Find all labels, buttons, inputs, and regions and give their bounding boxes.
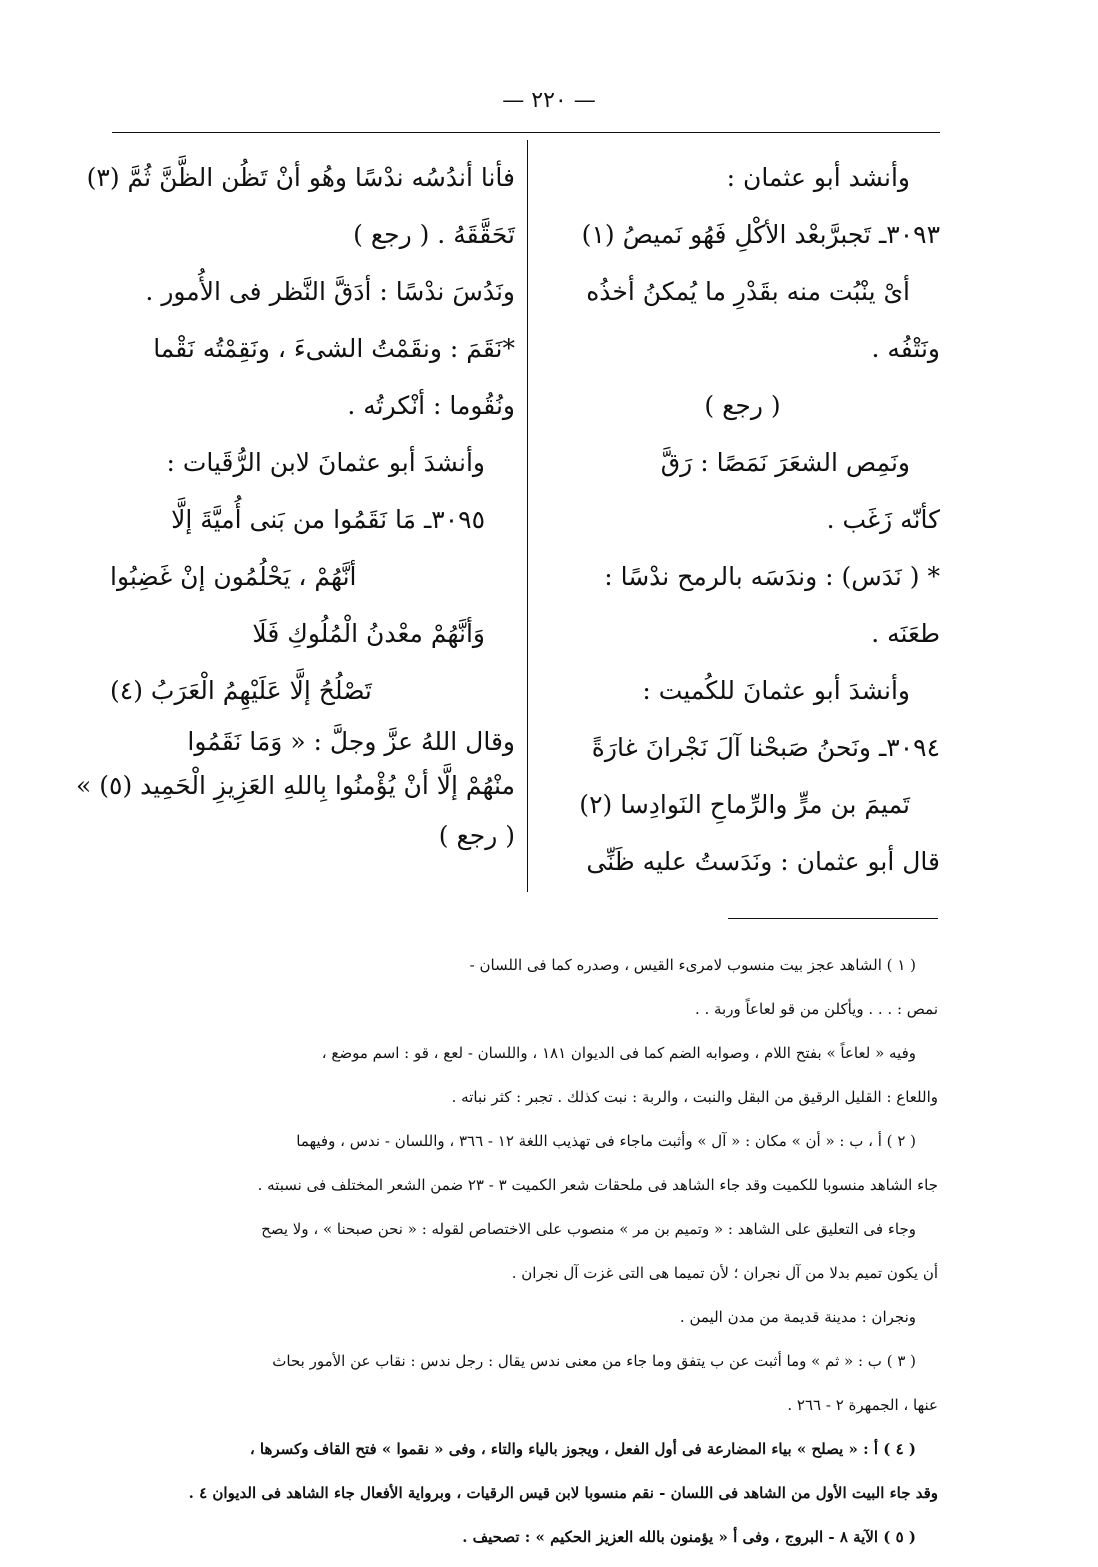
footnote-line: وفيه « لعاعاً » بفتح اللام ، وصوابه الضم كما فى الديوان ١٨١ ، واللسان - لعع ، قو : اسم موضع ، xyxy=(321,1044,916,1063)
text-line: تَميمَ بن مرٍّ والرِّماحِ النَوادِسا (٢) xyxy=(579,790,910,820)
footnote-line: جاء الشاهد منسوبا للكميت وقد جاء الشاهد فى ملحقات شعر الكميت ٣ - ٢٣ ضمن الشعر المختلف فى نسبته . xyxy=(257,1176,938,1195)
text-line: ونَمِص الشعَرَ نَمَصًا : رَقَّ xyxy=(660,448,910,478)
left-column xyxy=(76,150,515,865)
footnote-line: عنها ، الجمهرة ٢ - ٢٦٦ . xyxy=(787,1396,938,1415)
footnote-rule xyxy=(728,918,938,919)
footnote-line: وجاء فى التعليق على الشاهد : « وتميم بن مر » منصوب على الاختصاص لقوله : « نحن صبحنا » ، ولا يصح xyxy=(261,1220,916,1239)
text-line: ( رجع ) xyxy=(438,821,515,851)
text-line: تَحَقَّقَهُ . ( رجع ) xyxy=(353,220,515,250)
footnote-line: واللعاع : القليل الرقيق من البقل والنبت ، والربة : نبت كذلك . تجبر : كثر نباته . xyxy=(451,1088,938,1107)
column-divider xyxy=(527,140,528,892)
footnote-line: ونجران : مدينة قديمة من مدن اليمن . xyxy=(679,1308,916,1327)
footnotes xyxy=(112,936,938,1567)
footnote-line: نمص : . . . ويأكلن من قو لعاعاً وربة . . xyxy=(694,1000,938,1019)
text-line: ونُقُوما : أنْكرتُه . xyxy=(347,391,515,421)
text-line: ٣٠٩٥ـ مَا نَقَمُوا من بَنى أُميَّةَ إلَّا xyxy=(171,505,485,535)
footnote-line: ( ٣ ) ب : « ثم » وما أثبت عن ب يتفق وما جاء من معنى ندس يقال : رجل ندس : نقاب عن الأمور بحاث xyxy=(272,1352,916,1371)
text-line: وَأنَّهُمْ معْدنُ الْمُلُوكِ فَلَا xyxy=(252,619,485,649)
text-line: ونَدُسَ ندْسًا : أدَقَّ النَّظر فى الأُمور . xyxy=(145,277,515,307)
text-line: فأنا أندُسُه ندْسًا وهُو أنْ تَظُن الظَّنَّ ثُمَّ (٣) xyxy=(86,163,515,193)
footnote-line: ( ٤ ) أ : « يصلح » بياء المضارعة فى أول الفعل ، ويجوز بالياء والتاء ، وفى « نقموا » فتح القاف وكسرها ، xyxy=(249,1440,916,1459)
footnote-line: ( ١ ) الشاهد عجز بيت منسوب لامرىء القيس ، وصدره كما فى اللسان - xyxy=(469,956,916,975)
footnote-line: ( ٢ ) أ ، ب : « أن » مكان : « آل » وأثبت ماجاء فى تهذيب اللغة ١٢ - ٣٦٦ ، واللسان - ندس ، وفيهما xyxy=(296,1132,916,1151)
text-line: منْهُمْ إلَّا أنْ يُؤْمنُوا بِاللهِ العَزِيزِ الْحَمِيد (٥) » xyxy=(76,770,515,800)
footnote-line: ( ٥ ) الآية ٨ - البروج ، وفى أ « يؤمنون بالله العزيز الحكيم » : تصحيف . xyxy=(462,1528,916,1547)
text-line: ( رجع ) xyxy=(704,391,781,421)
text-line: وأنشد أبو عثمان : xyxy=(726,163,910,193)
text-line: وقال اللهُ عزَّ وجلَّ : « وَمَا نَقَمُوا xyxy=(187,726,515,756)
text-line: ونَتْفُه . xyxy=(871,334,940,364)
footnote-line: أن يكون تميم بدلا من آل نجران ؛ لأن تميما هى التى غزت آل نجران . xyxy=(511,1264,938,1283)
text-line: ٣٠٩٣ـ تَجبرَّبعْد الأكْلِ فَهُو نَميصُ (١) xyxy=(581,220,940,250)
text-line: ٣٠٩٤ـ ونَحنُ صَبحْنا آلَ نَجْرانَ غارَةً xyxy=(591,733,940,763)
footnote-line: وقد جاء البيت الأول من الشاهد فى اللسان - نقم منسوبا لابن قيس الرقيات ، وبرواية الأفعال جاء الشاهد فى الديوان ٤ . xyxy=(188,1484,938,1503)
text-line: *نَقَمَ : ونقَمْتُ الشىءَ ، ونَقِمْتُه نَقْما xyxy=(153,334,515,364)
header-rule xyxy=(112,132,940,133)
text-line: * ( نَدَس) : وندَسَه بالرمح ندْسًا : xyxy=(604,562,940,592)
text-line: كأنّه زَغَب . xyxy=(826,505,940,535)
right-column xyxy=(545,150,940,891)
text-line: أىْ ينْبُت منه بقَدْرِ ما يُمكنُ أخذُه xyxy=(586,277,910,307)
text-line: وأنشدَ أبو عثمانَ للكُميت : xyxy=(642,676,910,706)
text-line: أنَّهُمْ ، يَحْلُمُون إنْ غَضِبُوا xyxy=(110,562,357,592)
text-line: تَصْلُحُ إلَّا عَلَيْهِمُ الْعَرَبُ (٤) xyxy=(110,676,372,706)
text-line: وأنشدَ أبو عثمانَ لابن الرُّقَيات : xyxy=(166,448,485,478)
text-line: قال أبو عثمان : ونَدَستُ عليه ظَنِّى xyxy=(586,847,940,877)
text-line: طعَنَه . xyxy=(871,619,940,649)
page-number: — ٢٢٠ — xyxy=(502,88,596,113)
